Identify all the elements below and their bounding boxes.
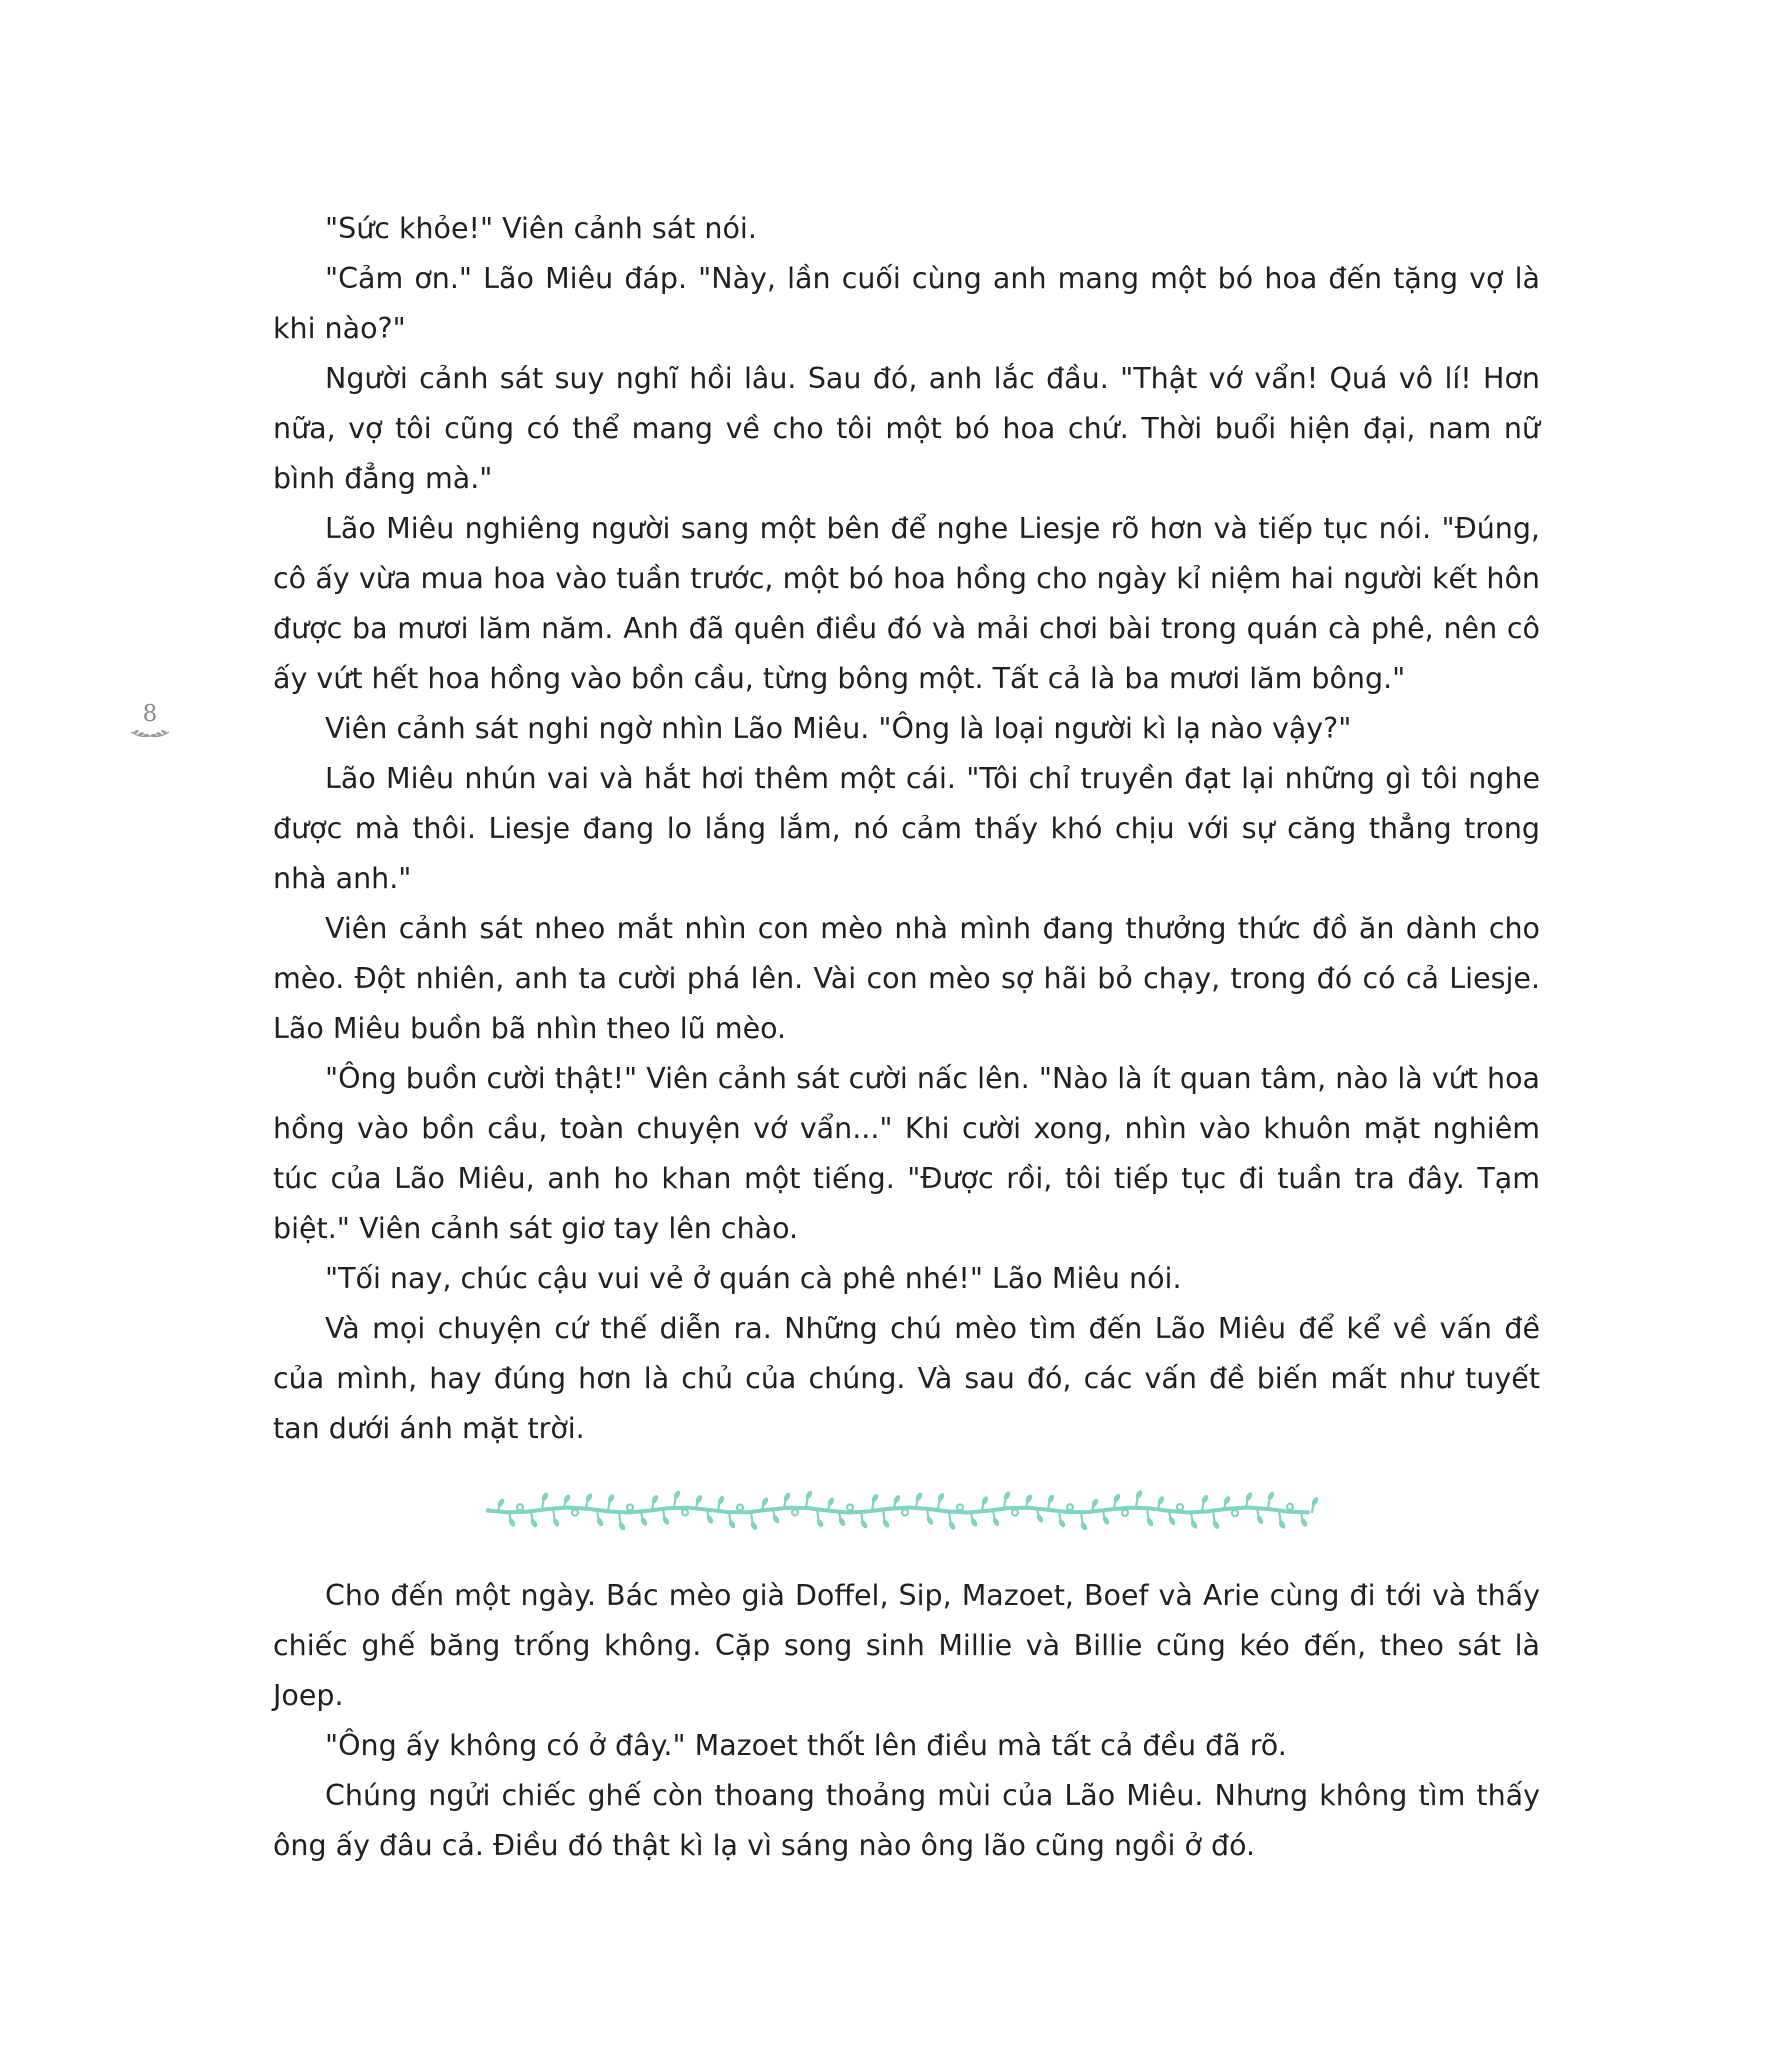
page-number-marker <box>128 702 172 740</box>
page-number: 8 <box>142 701 158 727</box>
paragraph: Lão Miêu nhún vai và hắt hơi thêm một cái. "Tôi chỉ truyền đạt lại những gì tôi nghe được mà thôi. Liesje đang lo lắng lắm, nó cảm thấy khó chịu với sự căng thẳng trong nhà anh." <box>273 762 1540 895</box>
paragraph: Viên cảnh sát nghi ngờ nhìn Lão Miêu. "Ông là loại người kì lạ nào vậy?" <box>325 712 1352 745</box>
leafy-vine-divider-icon <box>484 1486 1324 1530</box>
paragraph: Viên cảnh sát nheo mắt nhìn con mèo nhà mình đang thưởng thức đồ ăn dành cho mèo. Đột nhiên, anh ta cười phá lên. Vài con mèo sợ hãi bỏ chạy, trong đó có cả Liesje. Lão Miêu buồn bã nhìn theo lũ mèo. <box>273 912 1540 1045</box>
story-text-section-1 <box>273 204 1540 1454</box>
paragraph: "Sức khỏe!" Viên cảnh sát nói. <box>325 212 757 245</box>
paragraph: Và mọi chuyện cứ thế diễn ra. Những chú mèo tìm đến Lão Miêu để kể về vấn đề của mình, hay đúng hơn là chủ của chúng. Và sau đó, các vấn đề biến mất như tuyết tan dưới ánh mặt trời. <box>273 1312 1540 1445</box>
story-text-section-2 <box>273 1571 1540 1871</box>
paragraph: "Ông ấy không có ở đây." Mazoet thốt lên điều mà tất cả đều đã rõ. <box>325 1729 1287 1762</box>
paragraph: Lão Miêu nghiêng người sang một bên để nghe Liesje rõ hơn và tiếp tục nói. "Đúng, cô ấy vừa mua hoa vào tuần trước, một bó hoa hồng cho ngày kỉ niệm hai người kết hôn được ba mươi lăm năm. Anh đã quên điều đó và mải chơi bài trong quán cà phê, nên cô ấy vứt hết hoa hồng vào bồn cầu, từng bông một. Tất cả là ba mươi lăm bông." <box>273 512 1540 695</box>
paragraph: Người cảnh sát suy nghĩ hồi lâu. Sau đó, anh lắc đầu. "Thật vớ vẩn! Quá vô lí! Hơn nữa, vợ tôi cũng có thể mang về cho tôi một bó hoa chứ. Thời buổi hiện đại, nam nữ bình đẳng mà." <box>273 362 1540 495</box>
laurel-ornament-icon <box>128 726 172 740</box>
paragraph: "Ông buồn cười thật!" Viên cảnh sát cười nấc lên. "Nào là ít quan tâm, nào là vứt hoa hồng vào bồn cầu, toàn chuyện vớ vẩn..." Khi cười xong, nhìn vào khuôn mặt nghiêm túc của Lão Miêu, anh ho khan một tiếng. "Được rồi, tôi tiếp tục đi tuần tra đây. Tạm biệt." Viên cảnh sát giơ tay lên chào. <box>273 1062 1540 1245</box>
paragraph: Cho đến một ngày. Bác mèo già Doffel, Sip, Mazoet, Boef và Arie cùng đi tới và thấy chiếc ghế băng trống không. Cặp song sinh Millie và Billie cũng kéo đến, theo sát là Joep. <box>273 1579 1540 1712</box>
paragraph: "Cảm ơn." Lão Miêu đáp. "Này, lần cuối cùng anh mang một bó hoa đến tặng vợ là khi nào?" <box>273 262 1540 345</box>
paragraph: Chúng ngửi chiếc ghế còn thoang thoảng mùi của Lão Miêu. Nhưng không tìm thấy ông ấy đâu cả. Điều đó thật kì lạ vì sáng nào ông lão cũng ngồi ở đó. <box>273 1779 1540 1862</box>
paragraph: "Tối nay, chúc cậu vui vẻ ở quán cà phê nhé!" Lão Miêu nói. <box>325 1262 1182 1295</box>
